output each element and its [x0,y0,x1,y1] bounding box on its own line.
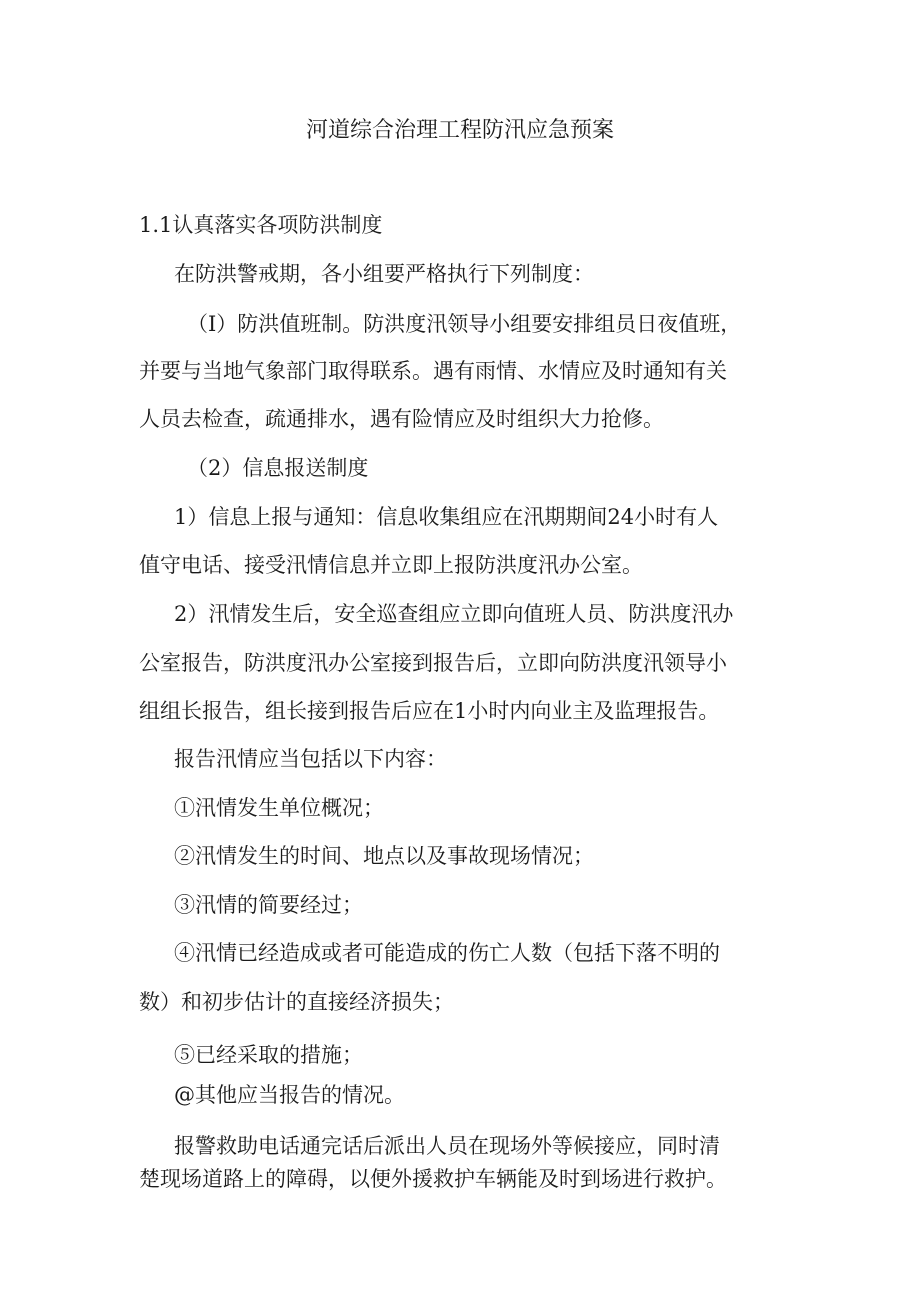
list-item: ②汛情发生的时间、地点以及事故现场情况； [174,844,594,868]
paragraph-line: （2）信息报送制度 [187,456,369,480]
section-heading: 1.1认真落实各项防洪制度 [139,213,383,237]
paragraph-line: 在防洪警戒期，各小组要严格执行下列制度： [174,262,594,286]
document-title: 河道综合治理工程防汛应急预案 [305,118,614,143]
paragraph-line: 报告汛情应当包括以下内容： [174,747,447,771]
paragraph-line: 并要与当地气象部门取得联系。遇有雨情、水情应及时通知有关 [139,359,727,383]
paragraph-line: 1）信息上报与通知：信息收集组应在汛期期间24小时有人 [174,505,719,529]
paragraph-line: 公室报告，防洪度汛办公室接到报告后，立即向防洪度汛领导小 [139,651,727,675]
list-item: ①汛情发生单位概况； [174,796,384,820]
list-item: ③汛情的简要经过； [174,893,363,917]
paragraph-line: （I）防洪值班制。防洪度汛领导小组要安排组员日夜值班， [187,312,742,336]
paragraph-line: 报警救助电话通完话后派出人员在现场外等候接应，同时清 [174,1134,720,1158]
list-item: ④汛情已经造成或者可能造成的伤亡人数（包括下落不明的 [174,941,720,965]
paragraph-line: 值守电话、接受汛情信息并立即上报防洪度汛办公室。 [139,553,643,577]
paragraph-line: 楚现场道路上的障碍，以便外援救护车辆能及时到场进行救护。 [139,1167,727,1191]
paragraph-line: 组组长报告，组长接到报告后应在1小时内向业主及监理报告。 [139,699,720,723]
paragraph-line: 2）汛情发生后，安全巡查组应立即向值班人员、防洪度汛办 [174,602,734,626]
paragraph-line: 人员去检查，疏通排水，遇有险情应及时组织大力抢修。 [139,407,664,431]
list-item-continuation: 数）和初步估计的直接经济损失； [139,990,454,1014]
list-item: @其他应当报告的情况。 [174,1083,405,1107]
list-item: ⑤已经采取的措施； [174,1043,363,1067]
